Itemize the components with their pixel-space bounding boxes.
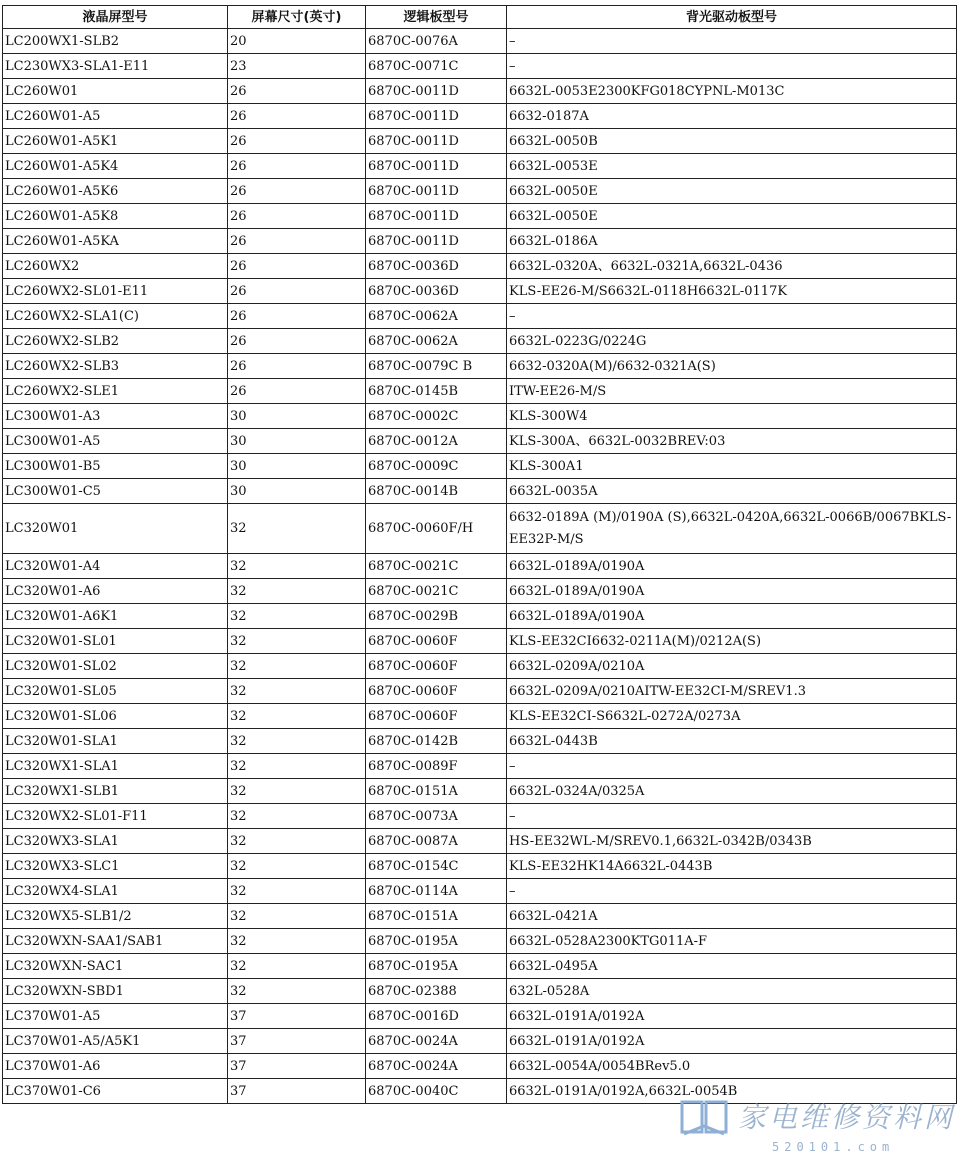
cell-lcd-model: LC300W01-A3: [3, 404, 228, 429]
cell-lcd-model: LC320WXN-SAC1: [3, 954, 228, 979]
cell-backlight-driver: 6632L-0324A/0325A: [507, 779, 957, 804]
table-row: [3, 304, 957, 329]
cell-screen-size: 32: [228, 779, 366, 804]
cell-lcd-model: LC320W01-A6: [3, 579, 228, 604]
cell-screen-size: 26: [228, 254, 366, 279]
cell-logic-board: 6870C-0076A: [366, 29, 507, 54]
cell-screen-size: 26: [228, 354, 366, 379]
cell-logic-board: 6870C-0011D: [366, 204, 507, 229]
cell-lcd-model: LC260W01-A5K6: [3, 179, 228, 204]
cell-logic-board: 6870C-0024A: [366, 1054, 507, 1079]
cell-backlight-driver: KLS-EE32HK14A6632L-0443B: [507, 854, 957, 879]
cell-logic-board: 6870C-0079C B: [366, 354, 507, 379]
cell-screen-size: 37: [228, 1004, 366, 1029]
cell-lcd-model: LC260W01: [3, 79, 228, 104]
cell-logic-board: 6870C-0060F: [366, 629, 507, 654]
cell-backlight-driver: 6632L-0223G/0224G: [507, 329, 957, 354]
cell-screen-size: 32: [228, 754, 366, 779]
cell-backlight-driver: HS-EE32WL-M/SREV0.1,6632L-0342B/0343B: [507, 829, 957, 854]
header-logic-board: 逻辑板型号: [366, 6, 507, 29]
cell-backlight-driver: ITW-EE26-M/S: [507, 379, 957, 404]
cell-lcd-model: LC320WX3-SLA1: [3, 829, 228, 854]
table-row: [3, 729, 957, 754]
cell-screen-size: 32: [228, 629, 366, 654]
cell-logic-board: 6870C-0036D: [366, 254, 507, 279]
cell-screen-size: 30: [228, 429, 366, 454]
cell-lcd-model: LC260W01-A5K8: [3, 204, 228, 229]
cell-logic-board: 6870C-0021C: [366, 579, 507, 604]
cell-logic-board: 6870C-0011D: [366, 129, 507, 154]
cell-backlight-driver: 6632L-0050E: [507, 204, 957, 229]
cell-screen-size: 37: [228, 1054, 366, 1079]
cell-screen-size: 37: [228, 1029, 366, 1054]
cell-lcd-model: LC320W01-SL01: [3, 629, 228, 654]
cell-backlight-driver: 6632L-0189A/0190A: [507, 579, 957, 604]
table-row: [3, 679, 957, 704]
table-row: [3, 429, 957, 454]
cell-screen-size: 32: [228, 829, 366, 854]
cell-screen-size: 32: [228, 579, 366, 604]
cell-backlight-driver: 6632L-0528A2300KTG011A-F: [507, 929, 957, 954]
table-row: [3, 904, 957, 929]
cell-screen-size: 26: [228, 329, 366, 354]
cell-logic-board: 6870C-0011D: [366, 154, 507, 179]
cell-backlight-driver: –: [507, 29, 957, 54]
cell-logic-board: 6870C-0011D: [366, 104, 507, 129]
cell-logic-board: 6870C-0151A: [366, 904, 507, 929]
cell-logic-board: 6870C-0195A: [366, 929, 507, 954]
cell-screen-size: 32: [228, 504, 366, 554]
cell-logic-board: 6870C-0011D: [366, 179, 507, 204]
cell-logic-board: 6870C-0142B: [366, 729, 507, 754]
cell-logic-board: 6870C-0154C: [366, 854, 507, 879]
cell-backlight-driver: 6632L-0035A: [507, 479, 957, 504]
cell-logic-board: 6870C-0195A: [366, 954, 507, 979]
cell-lcd-model: LC260W01-A5KA: [3, 229, 228, 254]
table-row: [3, 929, 957, 954]
cell-lcd-model: LC260WX2-SLE1: [3, 379, 228, 404]
cell-lcd-model: LC260WX2-SLB2: [3, 329, 228, 354]
cell-screen-size: 20: [228, 29, 366, 54]
header-row: [3, 6, 957, 29]
cell-screen-size: 32: [228, 729, 366, 754]
watermark-url: 520101.com: [772, 1140, 895, 1154]
cell-lcd-model: LC370W01-A5/A5K1: [3, 1029, 228, 1054]
cell-lcd-model: LC260WX2: [3, 254, 228, 279]
cell-logic-board: 6870C-0012A: [366, 429, 507, 454]
cell-backlight-driver: 6632L-0050B: [507, 129, 957, 154]
table-body: [3, 29, 957, 1104]
cell-backlight-driver: KLS-EE32CI-S6632L-0272A/0273A: [507, 704, 957, 729]
cell-backlight-driver: –: [507, 304, 957, 329]
cell-backlight-driver: 6632L-0495A: [507, 954, 957, 979]
cell-backlight-driver: 6632L-0186A: [507, 229, 957, 254]
cell-backlight-driver: 6632-0320A(M)/6632-0321A(S): [507, 354, 957, 379]
header-screen-size: 屏幕尺寸(英寸): [228, 6, 366, 29]
cell-lcd-model: LC320W01-A6K1: [3, 604, 228, 629]
cell-logic-board: 6870C-0089F: [366, 754, 507, 779]
cell-screen-size: 32: [228, 904, 366, 929]
cell-screen-size: 26: [228, 204, 366, 229]
cell-logic-board: 6870C-0060F: [366, 679, 507, 704]
cell-lcd-model: LC320WX1-SLB1: [3, 779, 228, 804]
table-row: [3, 1054, 957, 1079]
header-lcd-model: 液晶屏型号: [3, 6, 228, 29]
cell-backlight-driver: –: [507, 54, 957, 79]
cell-backlight-driver: 6632L-0421A: [507, 904, 957, 929]
cell-logic-board: 6870C-0014B: [366, 479, 507, 504]
cell-screen-size: 26: [228, 129, 366, 154]
cell-screen-size: 26: [228, 229, 366, 254]
cell-lcd-model: LC370W01-A5: [3, 1004, 228, 1029]
cell-logic-board: 6870C-0011D: [366, 229, 507, 254]
cell-lcd-model: LC260WX2-SLA1(C): [3, 304, 228, 329]
lcd-parts-table: [2, 5, 957, 1104]
table-row: [3, 654, 957, 679]
cell-lcd-model: LC300W01-C5: [3, 479, 228, 504]
table-row: [3, 79, 957, 104]
cell-lcd-model: LC320WXN-SBD1: [3, 979, 228, 1004]
table-row: [3, 279, 957, 304]
document-page: [2, 5, 956, 1104]
cell-lcd-model: LC370W01-C6: [3, 1079, 228, 1104]
cell-backlight-driver: 632L-0528A: [507, 979, 957, 1004]
cell-lcd-model: LC320W01-SLA1: [3, 729, 228, 754]
cell-logic-board: 6870C-0036D: [366, 279, 507, 304]
table-row: [3, 604, 957, 629]
cell-logic-board: 6870C-0060F: [366, 704, 507, 729]
table-row: [3, 229, 957, 254]
cell-screen-size: 32: [228, 854, 366, 879]
cell-logic-board: 6870C-0114A: [366, 879, 507, 904]
cell-screen-size: 32: [228, 679, 366, 704]
cell-lcd-model: LC320W01-SL02: [3, 654, 228, 679]
cell-backlight-driver: KLS-300W4: [507, 404, 957, 429]
table-row: [3, 779, 957, 804]
cell-screen-size: 26: [228, 104, 366, 129]
cell-logic-board: 6870C-0145B: [366, 379, 507, 404]
cell-lcd-model: LC320WX2-SL01-F11: [3, 804, 228, 829]
cell-lcd-model: LC260W01-A5K1: [3, 129, 228, 154]
cell-logic-board: 6870C-0060F/H: [366, 504, 507, 554]
table-row: [3, 154, 957, 179]
cell-screen-size: 26: [228, 304, 366, 329]
cell-logic-board: 6870C-0060F: [366, 654, 507, 679]
cell-lcd-model: LC320W01-A4: [3, 554, 228, 579]
cell-lcd-model: LC320WXN-SAA1/SAB1: [3, 929, 228, 954]
table-row: [3, 179, 957, 204]
table-row: [3, 804, 957, 829]
cell-logic-board: 6870C-0071C: [366, 54, 507, 79]
cell-backlight-driver: 6632L-0209A/0210A: [507, 654, 957, 679]
cell-logic-board: 6870C-02388: [366, 979, 507, 1004]
cell-lcd-model: LC320WX3-SLC1: [3, 854, 228, 879]
cell-backlight-driver: –: [507, 754, 957, 779]
cell-backlight-driver: 6632L-0209A/0210AITW-EE32CI-M/SREV1.3: [507, 679, 957, 704]
watermark-site-name: 家电维修资料网: [738, 1101, 956, 1134]
cell-lcd-model: LC320WX1-SLA1: [3, 754, 228, 779]
cell-screen-size: 26: [228, 279, 366, 304]
cell-screen-size: 30: [228, 404, 366, 429]
cell-screen-size: 23: [228, 54, 366, 79]
table-row: [3, 129, 957, 154]
table-row: [3, 579, 957, 604]
cell-backlight-driver: 6632L-0191A/0192A: [507, 1029, 957, 1054]
table-row: [3, 104, 957, 129]
table-row: [3, 204, 957, 229]
table-row: [3, 829, 957, 854]
cell-lcd-model: LC260W01-A5K4: [3, 154, 228, 179]
cell-lcd-model: LC260W01-A5: [3, 104, 228, 129]
cell-lcd-model: LC320W01: [3, 504, 228, 554]
cell-screen-size: 26: [228, 154, 366, 179]
cell-backlight-driver: 6632-0187A: [507, 104, 957, 129]
cell-screen-size: 32: [228, 554, 366, 579]
cell-screen-size: 37: [228, 1079, 366, 1104]
cell-lcd-model: LC370W01-A6: [3, 1054, 228, 1079]
cell-backlight-driver: 6632L-0320A、6632L-0321A,6632L-0436: [507, 254, 957, 279]
cell-screen-size: 32: [228, 604, 366, 629]
table-row: [3, 379, 957, 404]
cell-lcd-model: LC260WX2-SL01-E11: [3, 279, 228, 304]
cell-screen-size: 32: [228, 954, 366, 979]
table-row: [3, 329, 957, 354]
cell-screen-size: 26: [228, 179, 366, 204]
cell-screen-size: 30: [228, 479, 366, 504]
cell-logic-board: 6870C-0002C: [366, 404, 507, 429]
cell-screen-size: 32: [228, 929, 366, 954]
table-row: [3, 954, 957, 979]
cell-logic-board: 6870C-0024A: [366, 1029, 507, 1054]
table-row: [3, 629, 957, 654]
table-row: [3, 254, 957, 279]
cell-lcd-model: LC320W01-SL05: [3, 679, 228, 704]
table-row: [3, 854, 957, 879]
cell-screen-size: 30: [228, 454, 366, 479]
cell-logic-board: 6870C-0029B: [366, 604, 507, 629]
table-header: [3, 6, 957, 29]
book-logo-icon: [680, 1096, 728, 1138]
cell-backlight-driver: 6632L-0189A/0190A: [507, 604, 957, 629]
cell-logic-board: 6870C-0087A: [366, 829, 507, 854]
cell-backlight-driver: 6632L-0050E: [507, 179, 957, 204]
cell-logic-board: 6870C-0062A: [366, 304, 507, 329]
cell-screen-size: 26: [228, 79, 366, 104]
cell-lcd-model: LC200WX1-SLB2: [3, 29, 228, 54]
cell-backlight-driver: –: [507, 879, 957, 904]
cell-lcd-model: LC300W01-B5: [3, 454, 228, 479]
cell-backlight-driver: KLS-EE26-M/S6632L-0118H6632L-0117K: [507, 279, 957, 304]
cell-screen-size: 32: [228, 879, 366, 904]
table-row: [3, 704, 957, 729]
cell-backlight-driver: 6632L-0191A/0192A: [507, 1004, 957, 1029]
cell-logic-board: 6870C-0011D: [366, 79, 507, 104]
cell-backlight-driver: 6632L-0053E: [507, 154, 957, 179]
cell-lcd-model: LC320WX4-SLA1: [3, 879, 228, 904]
table-row: [3, 29, 957, 54]
table-row: [3, 454, 957, 479]
cell-logic-board: 6870C-0009C: [366, 454, 507, 479]
cell-backlight-driver: 6632L-0191A/0192A,6632L-0054B: [507, 1079, 957, 1104]
cell-lcd-model: LC300W01-A5: [3, 429, 228, 454]
cell-lcd-model: LC230WX3-SLA1-E11: [3, 54, 228, 79]
cell-logic-board: 6870C-0062A: [366, 329, 507, 354]
cell-lcd-model: LC320W01-SL06: [3, 704, 228, 729]
table-row: [3, 879, 957, 904]
table-row: [3, 504, 957, 554]
cell-backlight-driver: KLS-300A、6632L-0032BREV:03: [507, 429, 957, 454]
table-row: [3, 404, 957, 429]
table-row: [3, 979, 957, 1004]
cell-logic-board: 6870C-0021C: [366, 554, 507, 579]
table-row: [3, 754, 957, 779]
cell-lcd-model: LC260WX2-SLB3: [3, 354, 228, 379]
cell-screen-size: 32: [228, 979, 366, 1004]
cell-logic-board: 6870C-0151A: [366, 779, 507, 804]
cell-backlight-driver: KLS-EE32CI6632-0211A(M)/0212A(S): [507, 629, 957, 654]
table-row: [3, 54, 957, 79]
header-backlight-driver: 背光驱动板型号: [507, 6, 957, 29]
cell-screen-size: 32: [228, 654, 366, 679]
cell-screen-size: 32: [228, 804, 366, 829]
cell-backlight-driver: –: [507, 804, 957, 829]
cell-screen-size: 26: [228, 379, 366, 404]
cell-logic-board: 6870C-0073A: [366, 804, 507, 829]
cell-lcd-model: LC320WX5-SLB1/2: [3, 904, 228, 929]
cell-backlight-driver: KLS-300A1: [507, 454, 957, 479]
watermark: [680, 1094, 958, 1166]
cell-screen-size: 32: [228, 704, 366, 729]
table-row: [3, 1029, 957, 1054]
cell-backlight-driver: 6632L-0054A/0054BRev5.0: [507, 1054, 957, 1079]
cell-logic-board: 6870C-0016D: [366, 1004, 507, 1029]
cell-backlight-driver: 6632-0189A (M)/0190A (S),6632L-0420A,6632L-0066B/0067BKLS-EE32P-M/S: [507, 504, 957, 554]
cell-logic-board: 6870C-0040C: [366, 1079, 507, 1104]
table-row: [3, 479, 957, 504]
table-row: [3, 354, 957, 379]
cell-backlight-driver: 6632L-0053E2300KFG018CYPNL-M013C: [507, 79, 957, 104]
cell-backlight-driver: 6632L-0443B: [507, 729, 957, 754]
table-row: [3, 1004, 957, 1029]
cell-backlight-driver: 6632L-0189A/0190A: [507, 554, 957, 579]
table-row: [3, 554, 957, 579]
